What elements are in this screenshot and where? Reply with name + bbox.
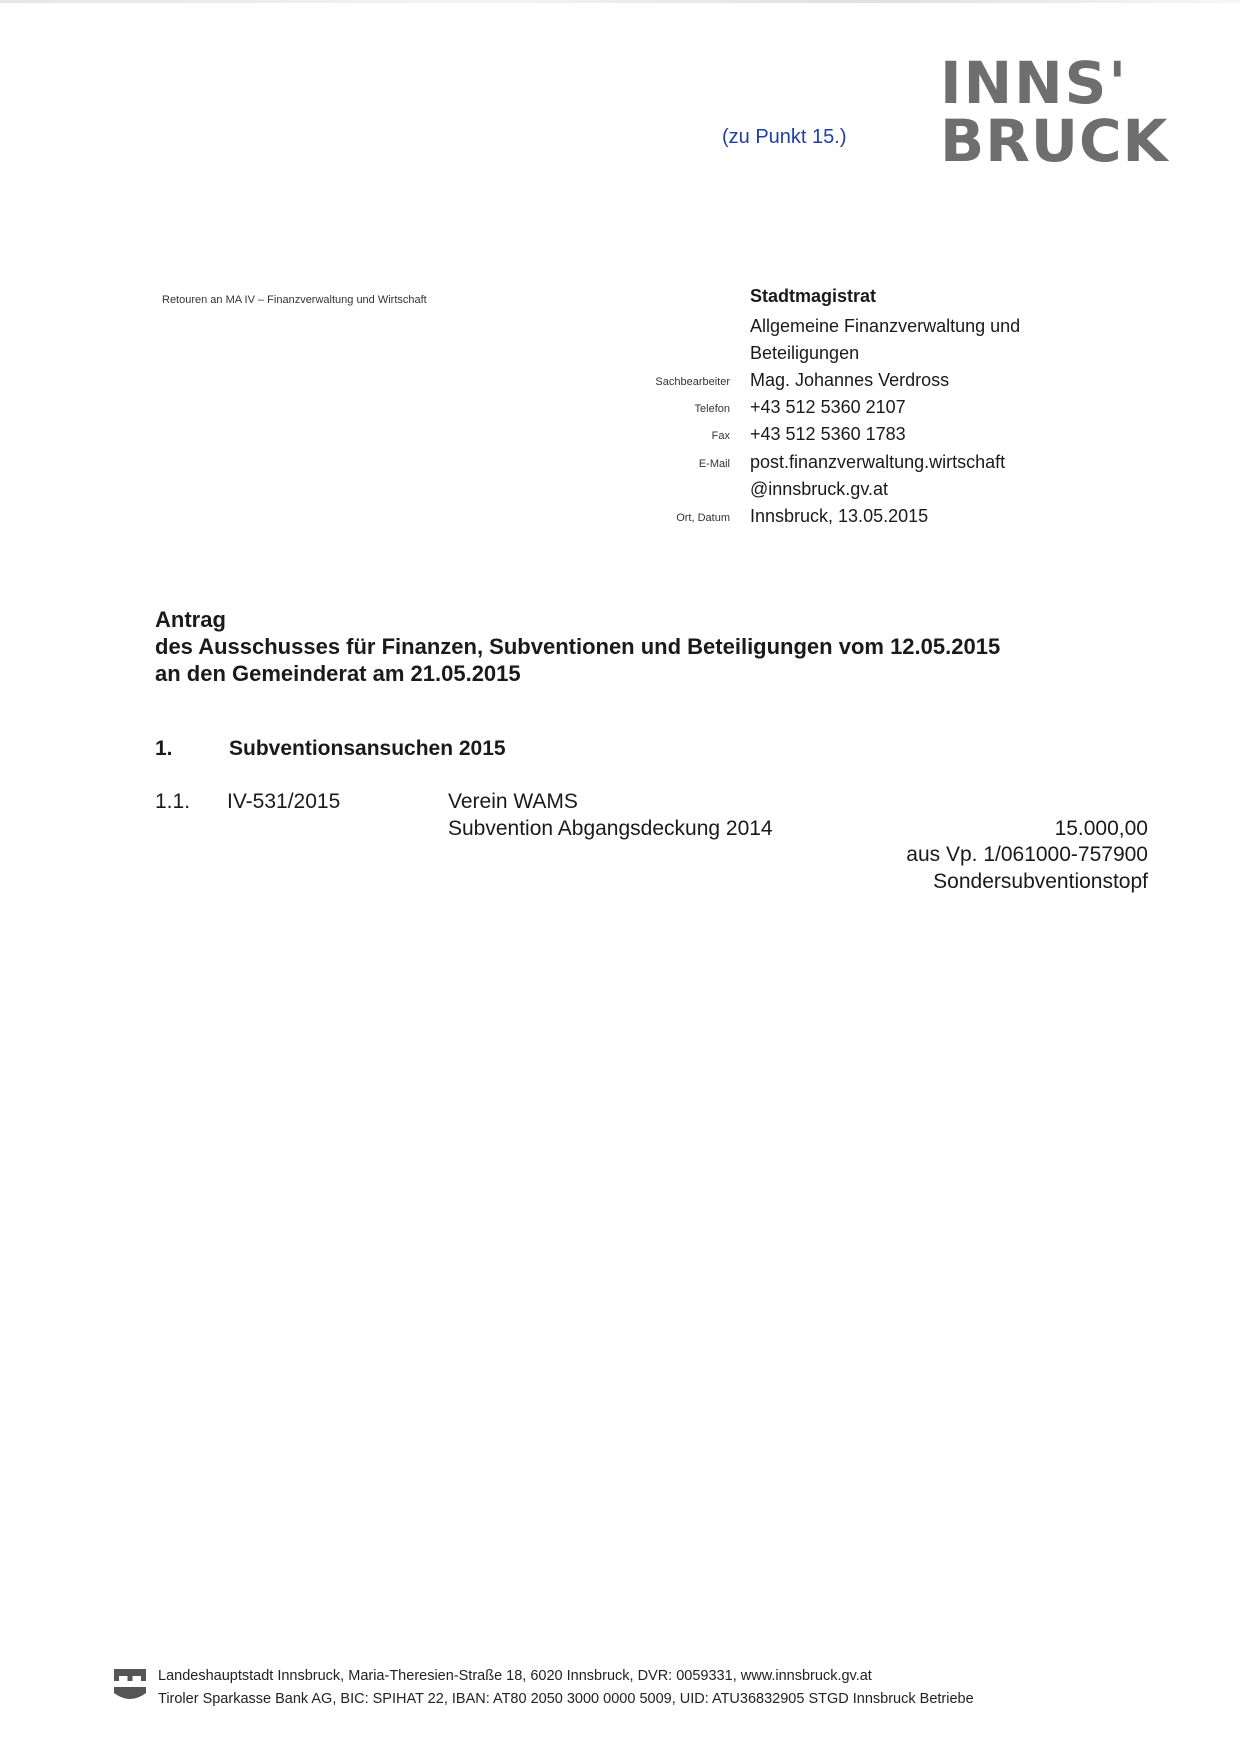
reference-note: (zu Punkt 15.): [722, 126, 847, 148]
phone-row: [560, 397, 1060, 423]
fax-number: +43 512 5360 1783: [750, 424, 906, 444]
clerk-label: Sachbearbeiter: [655, 376, 730, 388]
item-name: Verein WAMS: [448, 790, 578, 813]
department-row-1: [560, 316, 1060, 342]
department-line-2: Beteiligungen: [750, 343, 860, 363]
footer-address: Landeshauptstadt Innsbruck, Maria-Theresien-Straße 18, 6020 Innsbruck, DVR: 0059331, www.innsbruck.gv.at: [158, 1668, 872, 1684]
footer-bank: Tiroler Sparkasse Bank AG, BIC: SPIHAT 22, IBAN: AT80 2050 3000 0000 5009, UID: ATU36832905 STGD Innsbruck Betriebe: [158, 1691, 974, 1707]
item-budget-line-1: aus Vp. 1/061000-757900: [906, 843, 1148, 866]
subject-line-3: an den Gemeinderat am 21.05.2015: [155, 661, 521, 686]
section-number: 1.: [155, 737, 173, 760]
section-title: Subventionsansuchen 2015: [229, 737, 506, 760]
place-date-row: [560, 506, 1060, 532]
subject-line-2: des Ausschusses für Finanzen, Subventionen und Beteiligungen vom 12.05.2015: [155, 634, 1001, 659]
email-label: E-Mail: [698, 458, 730, 470]
department-line-1: Allgemeine Finanzverwaltung und: [750, 316, 1021, 336]
fax-label: Fax: [711, 430, 730, 442]
item-budget-line-2: Sondersubventionstopf: [933, 870, 1148, 893]
return-address: Retouren an MA IV – Finanzverwaltung und Wirtschaft: [162, 294, 427, 306]
fax-row: [560, 424, 1060, 450]
logo-line-2: BRUCK: [940, 107, 1169, 175]
phone-number: +43 512 5360 2107: [750, 397, 906, 417]
email-line-2: @innsbruck.gv.at: [750, 479, 888, 499]
clerk-row: [560, 370, 1060, 396]
innsbruck-logo: [940, 49, 1180, 175]
city-emblem-icon: [112, 1665, 148, 1703]
email-row-2: [560, 479, 1060, 505]
subject-line-1: Antrag: [155, 607, 226, 632]
place-date-label: Ort, Datum: [676, 512, 730, 524]
item-purpose: Subvention Abgangsdeckung 2014: [448, 817, 773, 840]
place-date: Innsbruck, 13.05.2015: [750, 506, 929, 526]
email-row: [560, 452, 1060, 478]
logo-line-1: INNS': [940, 49, 1129, 117]
department-row-2: [560, 343, 1060, 369]
phone-label: Telefon: [694, 403, 730, 415]
sender-title: Stadtmagistrat: [750, 286, 877, 306]
item-number: 1.1.: [155, 790, 191, 813]
subject-block: [155, 606, 1000, 687]
item-file-ref: IV-531/2015: [227, 790, 341, 813]
scan-edge: [0, 0, 1240, 3]
email-line-1: post.finanzverwaltung.wirtschaft: [750, 452, 1006, 472]
item-amount: 15.000,00: [1054, 817, 1148, 840]
clerk-name: Mag. Johannes Verdross: [750, 370, 950, 390]
